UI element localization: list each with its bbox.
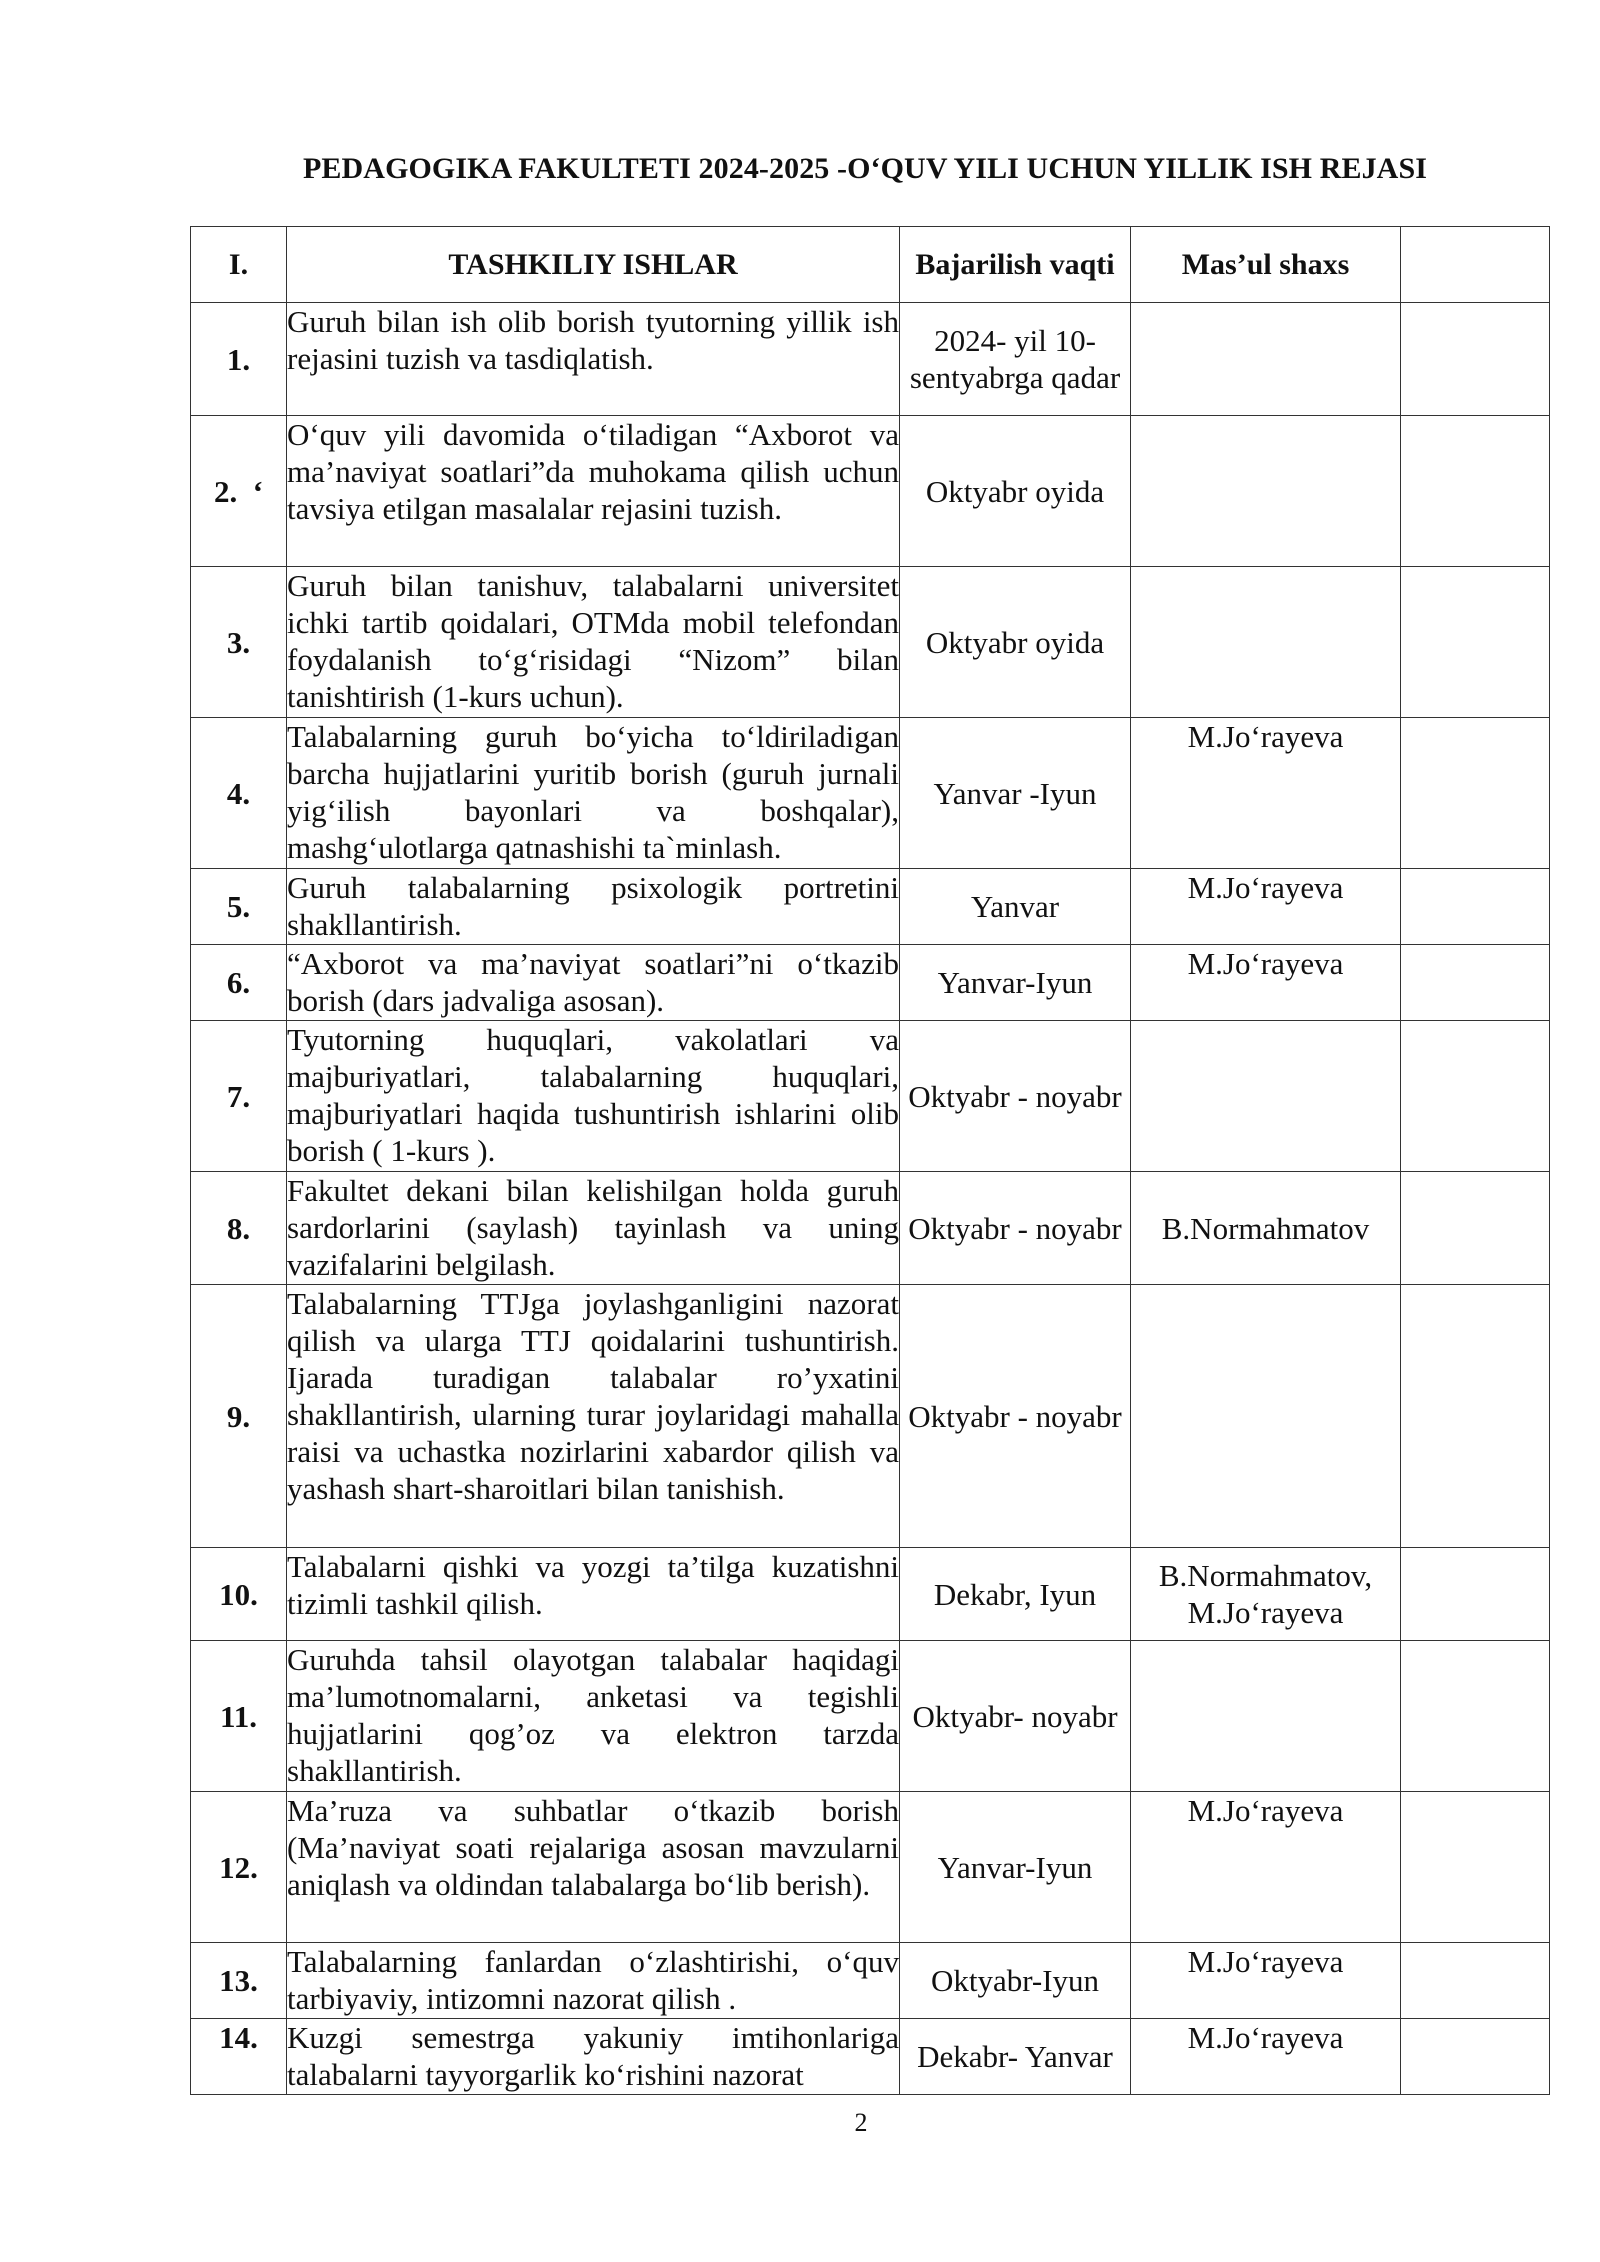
table-row xyxy=(191,416,1550,567)
row-deadline: Oktyabr-Iyun xyxy=(900,1943,1131,2019)
row-number: 5. xyxy=(191,869,287,945)
row-task: “Axborot va ma’naviyat soatlari”ni o‘tkazib borish (dars jadvaliga asosan). xyxy=(287,945,900,1021)
row-deadline: Yanvar-Iyun xyxy=(900,945,1131,1021)
row-task: Talabalarning guruh bo‘yicha to‘ldiriladigan barcha hujjatlarini yuritib borish (guruh jurnali yig‘ilish bayonlari va boshqalar), mashg‘ulotlarga qatnashishi ta`minlash. xyxy=(287,718,900,869)
row-extra xyxy=(1401,416,1550,567)
row-number: 12. xyxy=(191,1792,287,1943)
row-responsible xyxy=(1131,416,1401,567)
row-responsible: M.Jo‘rayeva xyxy=(1131,2019,1401,2095)
row-responsible xyxy=(1131,1641,1401,1792)
table-row xyxy=(191,2019,1550,2095)
row-number: 1. xyxy=(191,303,287,416)
table-row xyxy=(191,567,1550,718)
row-deadline: Yanvar xyxy=(900,869,1131,945)
row-number: 7. xyxy=(191,1021,287,1172)
table-row xyxy=(191,945,1550,1021)
table-row xyxy=(191,718,1550,869)
row-responsible: M.Jo‘rayeva xyxy=(1131,1792,1401,1943)
row-responsible: M.Jo‘rayeva xyxy=(1131,945,1401,1021)
row-extra xyxy=(1401,2019,1550,2095)
row-number: 10. xyxy=(191,1548,287,1641)
row-extra xyxy=(1401,1548,1550,1641)
row-deadline: Oktyabr oyida xyxy=(900,416,1131,567)
row-number: 2. ‘ xyxy=(191,416,287,567)
row-extra xyxy=(1401,303,1550,416)
row-task: Guruh bilan ish olib borish tyutorning yillik ish rejasini tuzish va tasdiqlatish. xyxy=(287,303,900,416)
table-row xyxy=(191,1172,1550,1285)
row-responsible: B.Normahmatov, M.Jo‘rayeva xyxy=(1131,1548,1401,1641)
row-extra xyxy=(1401,945,1550,1021)
row-deadline: Oktyabr - noyabr xyxy=(900,1172,1131,1285)
row-deadline: Oktyabr oyida xyxy=(900,567,1131,718)
row-responsible xyxy=(1131,303,1401,416)
table-row xyxy=(191,1943,1550,2019)
table-row xyxy=(191,1641,1550,1792)
table-row xyxy=(191,1548,1550,1641)
row-number: 3. xyxy=(191,567,287,718)
row-responsible: B.Normahmatov xyxy=(1131,1172,1401,1285)
row-task: Fakultet dekani bilan kelishilgan holda guruh sardorlarini (saylash) tayinlash va uning vazifalarini belgilash. xyxy=(287,1172,900,1285)
row-task: Guruh bilan tanishuv, talabalarni universitet ichki tartib qoidalari, OTMda mobil telefondan foydalanish to‘g‘risidagi “Nizom” bilan tanishtirish (1-kurs uchun). xyxy=(287,567,900,718)
page-title: PEDAGOGIKA FAKULTETI 2024-2025 -O‘QUV YILI UCHUN YILLIK ISH REJASI xyxy=(303,152,1427,185)
row-task: Talabalarning TTJga joylashganligini nazorat qilish va ularga TTJ qoidalarini tushuntirish. Ijarada turadigan talabalar ro’yxatini shakllantirish, ularning turar joylaridagi mahalla raisi va uchastka nozirlarini xabardor qilish va yashash shart-sharoitlari bilan tanishish. xyxy=(287,1285,900,1548)
row-deadline: Yanvar-Iyun xyxy=(900,1792,1131,1943)
table-header-row xyxy=(191,227,1550,303)
row-extra xyxy=(1401,1641,1550,1792)
work-plan-table xyxy=(190,226,1550,2095)
row-responsible: M.Jo‘rayeva xyxy=(1131,869,1401,945)
row-extra xyxy=(1401,1172,1550,1285)
row-number: 13. xyxy=(191,1943,287,2019)
row-task: Talabalarni qishki va yozgi ta’tilga kuzatishni tizimli tashkil qilish. xyxy=(287,1548,900,1641)
row-number: 4. xyxy=(191,718,287,869)
row-deadline: Dekabr- Yanvar xyxy=(900,2019,1131,2095)
row-task: O‘quv yili davomida o‘tiladigan “Axborot va ma’naviyat soatlari”da muhokama qilish uchun tavsiya etilgan masalalar rejasini tuzish. xyxy=(287,416,900,567)
header-number: I. xyxy=(191,227,287,303)
row-task: Ma’ruza va suhbatlar o‘tkazib borish (Ma’naviyat soati rejalariga asosan mavzularni aniqlash va oldindan talabalarga bo‘lib berish). xyxy=(287,1792,900,1943)
header-responsible: Mas’ul shaxs xyxy=(1131,227,1401,303)
row-responsible: M.Jo‘rayeva xyxy=(1131,718,1401,869)
table-row xyxy=(191,1285,1550,1548)
table-row xyxy=(191,1792,1550,1943)
row-deadline: Yanvar -Iyun xyxy=(900,718,1131,869)
row-deadline: Oktyabr - noyabr xyxy=(900,1021,1131,1172)
row-extra xyxy=(1401,567,1550,718)
header-work: TASHKILIY ISHLAR xyxy=(287,227,900,303)
row-responsible xyxy=(1131,1285,1401,1548)
row-extra xyxy=(1401,1285,1550,1548)
page-number: 2 xyxy=(854,2108,868,2137)
row-task: Talabalarning fanlardan o‘zlashtirishi, o‘quv tarbiyaviy, intizomni nazorat qilish . xyxy=(287,1943,900,2019)
row-deadline: Oktyabr - noyabr xyxy=(900,1285,1131,1548)
row-extra xyxy=(1401,1943,1550,2019)
table-row xyxy=(191,1021,1550,1172)
row-task: Guruhda tahsil olayotgan talabalar haqidagi ma’lumotnomalarni, anketasi va tegishli hujjatlarini qog’oz va elektron tarzda shakllantirish. xyxy=(287,1641,900,1792)
row-deadline: 2024- yil 10-sentyabrga qadar xyxy=(900,303,1131,416)
row-extra xyxy=(1401,718,1550,869)
row-responsible: M.Jo‘rayeva xyxy=(1131,1943,1401,2019)
row-extra xyxy=(1401,1792,1550,1943)
row-deadline: Dekabr, Iyun xyxy=(900,1548,1131,1641)
table-row xyxy=(191,303,1550,416)
row-number: 11. xyxy=(191,1641,287,1792)
row-task: Tyutorning huquqlari, vakolatlari va majburiyatlari, talabalarning huquqlari, majburiyatlari haqida tushuntirish ishlarini olib borish ( 1-kurs ). xyxy=(287,1021,900,1172)
row-task: Guruh talabalarning psixologik portretini shakllantirish. xyxy=(287,869,900,945)
row-number: 6. xyxy=(191,945,287,1021)
header-deadline: Bajarilish vaqti xyxy=(900,227,1131,303)
row-number: 8. xyxy=(191,1172,287,1285)
row-number: 9. xyxy=(191,1285,287,1548)
row-responsible xyxy=(1131,1021,1401,1172)
row-deadline: Oktyabr- noyabr xyxy=(900,1641,1131,1792)
header-extra xyxy=(1401,227,1550,303)
table-row xyxy=(191,869,1550,945)
row-number: 14. xyxy=(191,2019,287,2095)
row-task: Kuzgi semestrga yakuniy imtihonlariga talabalarni tayyorgarlik ko‘rishini nazorat xyxy=(287,2019,900,2095)
row-extra xyxy=(1401,1021,1550,1172)
row-extra xyxy=(1401,869,1550,945)
row-responsible xyxy=(1131,567,1401,718)
